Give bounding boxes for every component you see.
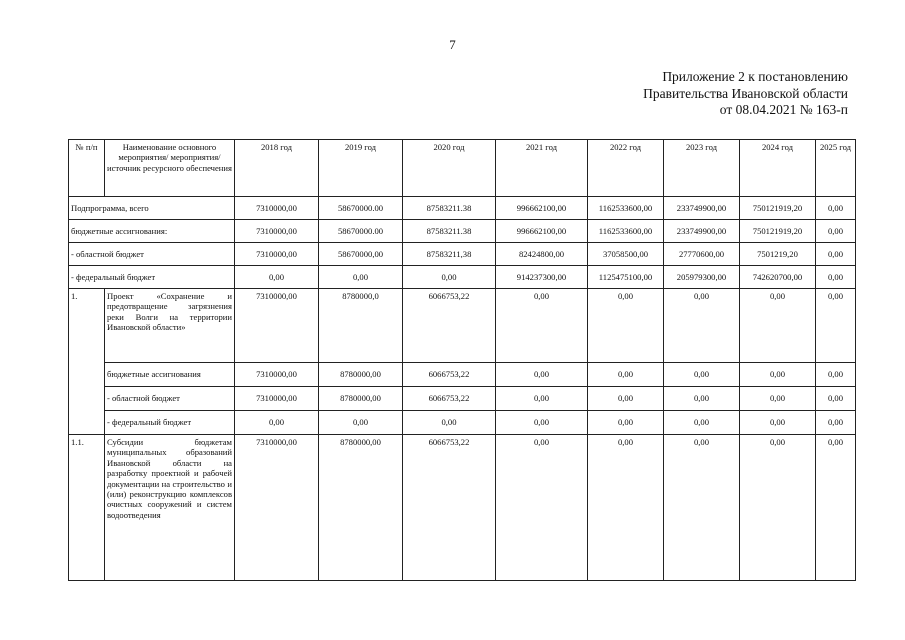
cell-value: 37058500,00 xyxy=(588,243,664,266)
cell-value: 0,00 xyxy=(740,363,816,387)
cell-value: 0,00 xyxy=(235,411,319,435)
table-row xyxy=(69,363,856,387)
cell-value: 0,00 xyxy=(664,435,740,581)
cell-value: 233749900,00 xyxy=(664,197,740,220)
cell-value: 1162533600,00 xyxy=(588,197,664,220)
table-row xyxy=(69,387,856,411)
cell-value: 87583211.38 xyxy=(403,220,496,243)
cell-value: 0,00 xyxy=(496,435,588,581)
cell-value: 1125475100,00 xyxy=(588,266,664,289)
row-label: Субсидии бюджетам муниципальных образований Ивановской области на разработку проектной и рабочей документации на строительство и (или) реконструкцию комплексов очистных сооружений и систем водоотведения xyxy=(105,435,235,581)
header-2025: 2025 год xyxy=(816,140,856,197)
cell-value: 7310000,00 xyxy=(235,387,319,411)
row-index: 1. xyxy=(69,289,105,435)
cell-value: 0,00 xyxy=(588,363,664,387)
cell-value: 6066753,22 xyxy=(403,363,496,387)
header-2020: 2020 год xyxy=(403,140,496,197)
header-row xyxy=(69,140,856,197)
cell-value: 8780000,0 xyxy=(319,289,403,363)
cell-value: 750121919,20 xyxy=(740,220,816,243)
cell-value: 0,00 xyxy=(816,387,856,411)
cell-value: 0,00 xyxy=(588,289,664,363)
cell-value: 27770600,00 xyxy=(664,243,740,266)
cell-value: 0,00 xyxy=(496,387,588,411)
header-2021: 2021 год xyxy=(496,140,588,197)
appendix-line-3: от 08.04.2021 № 163-п xyxy=(719,102,848,117)
row-label: - областной бюджет xyxy=(69,243,235,266)
row-label: - областной бюджет xyxy=(105,387,235,411)
cell-value: 750121919,20 xyxy=(740,197,816,220)
cell-value: 58670000.00 xyxy=(319,220,403,243)
header-2019: 2019 год xyxy=(319,140,403,197)
row-label: бюджетные ассигнования xyxy=(105,363,235,387)
row-label: - федеральный бюджет xyxy=(69,266,235,289)
appendix-header xyxy=(643,69,848,119)
header-name: Наименование основного мероприятия/ мероприятия/источник ресурсного обеспечения xyxy=(105,140,235,197)
cell-value: 0,00 xyxy=(319,411,403,435)
header-2018: 2018 год xyxy=(235,140,319,197)
cell-value: 0,00 xyxy=(588,387,664,411)
cell-value: 742620700,00 xyxy=(740,266,816,289)
cell-value: 7310000,00 xyxy=(235,435,319,581)
cell-value: 0,00 xyxy=(664,411,740,435)
cell-value: 0,00 xyxy=(235,266,319,289)
cell-value: 6066753,22 xyxy=(403,387,496,411)
table-row xyxy=(69,411,856,435)
cell-value: 0,00 xyxy=(740,411,816,435)
header-2022: 2022 год xyxy=(588,140,664,197)
cell-value: 0,00 xyxy=(496,363,588,387)
cell-value: 914237300,00 xyxy=(496,266,588,289)
cell-value: 8780000,00 xyxy=(319,435,403,581)
cell-value: 0,00 xyxy=(816,197,856,220)
cell-value: 1162533600,00 xyxy=(588,220,664,243)
cell-value: 6066753,22 xyxy=(403,289,496,363)
header-num: № п/п xyxy=(69,140,105,197)
cell-value: 7310000,00 xyxy=(235,197,319,220)
row-index: 1.1. xyxy=(69,435,105,581)
cell-value: 8780000,00 xyxy=(319,363,403,387)
cell-value: 0,00 xyxy=(496,289,588,363)
cell-value: 0,00 xyxy=(816,220,856,243)
appendix-line-1: Приложение 2 к постановлению xyxy=(662,69,848,84)
cell-value: 0,00 xyxy=(816,411,856,435)
cell-value: 87583211.38 xyxy=(403,197,496,220)
table-row xyxy=(69,266,856,289)
cell-value: 0,00 xyxy=(588,411,664,435)
cell-value: 0,00 xyxy=(816,363,856,387)
cell-value: 0,00 xyxy=(816,289,856,363)
cell-value: 87583211,38 xyxy=(403,243,496,266)
cell-value: 0,00 xyxy=(816,243,856,266)
cell-value: 0,00 xyxy=(403,266,496,289)
cell-value: 7310000,00 xyxy=(235,289,319,363)
table-row xyxy=(69,243,856,266)
table-row xyxy=(69,289,856,363)
cell-value: 7310000,00 xyxy=(235,243,319,266)
cell-value: 996662100,00 xyxy=(496,220,588,243)
cell-value: 7310000,00 xyxy=(235,363,319,387)
cell-value: 58670000.00 xyxy=(319,197,403,220)
cell-value: 7310000,00 xyxy=(235,220,319,243)
cell-value: 0,00 xyxy=(319,266,403,289)
row-label: - федеральный бюджет xyxy=(105,411,235,435)
cell-value: 0,00 xyxy=(740,289,816,363)
cell-value: 0,00 xyxy=(740,435,816,581)
row-label: бюджетные ассигнования: xyxy=(69,220,235,243)
table-row xyxy=(69,197,856,220)
header-2024: 2024 год xyxy=(740,140,816,197)
cell-value: 82424800,00 xyxy=(496,243,588,266)
cell-value: 0,00 xyxy=(816,435,856,581)
table-row xyxy=(69,435,856,581)
cell-value: 0,00 xyxy=(664,289,740,363)
cell-value: 58670000,00 xyxy=(319,243,403,266)
row-label: Проект «Сохранение и предотвращение загрязнения реки Волги на территории Ивановской области» xyxy=(105,289,235,363)
cell-value: 0,00 xyxy=(403,411,496,435)
cell-value: 0,00 xyxy=(588,435,664,581)
cell-value: 6066753,22 xyxy=(403,435,496,581)
appendix-line-2: Правительства Ивановской области xyxy=(643,85,848,101)
cell-value: 7501219,20 xyxy=(740,243,816,266)
cell-value: 8780000,00 xyxy=(319,387,403,411)
cell-value: 0,00 xyxy=(496,411,588,435)
page-number: 7 xyxy=(449,37,456,52)
cell-value: 0,00 xyxy=(664,387,740,411)
cell-value: 0,00 xyxy=(740,387,816,411)
cell-value: 996662100,00 xyxy=(496,197,588,220)
cell-value: 233749900,00 xyxy=(664,220,740,243)
cell-value: 205979300,00 xyxy=(664,266,740,289)
header-2023: 2023 год xyxy=(664,140,740,197)
table-row xyxy=(69,220,856,243)
row-label: Подпрограмма, всего xyxy=(69,197,235,220)
budget-table xyxy=(68,139,856,581)
cell-value: 0,00 xyxy=(816,266,856,289)
cell-value: 0,00 xyxy=(664,363,740,387)
